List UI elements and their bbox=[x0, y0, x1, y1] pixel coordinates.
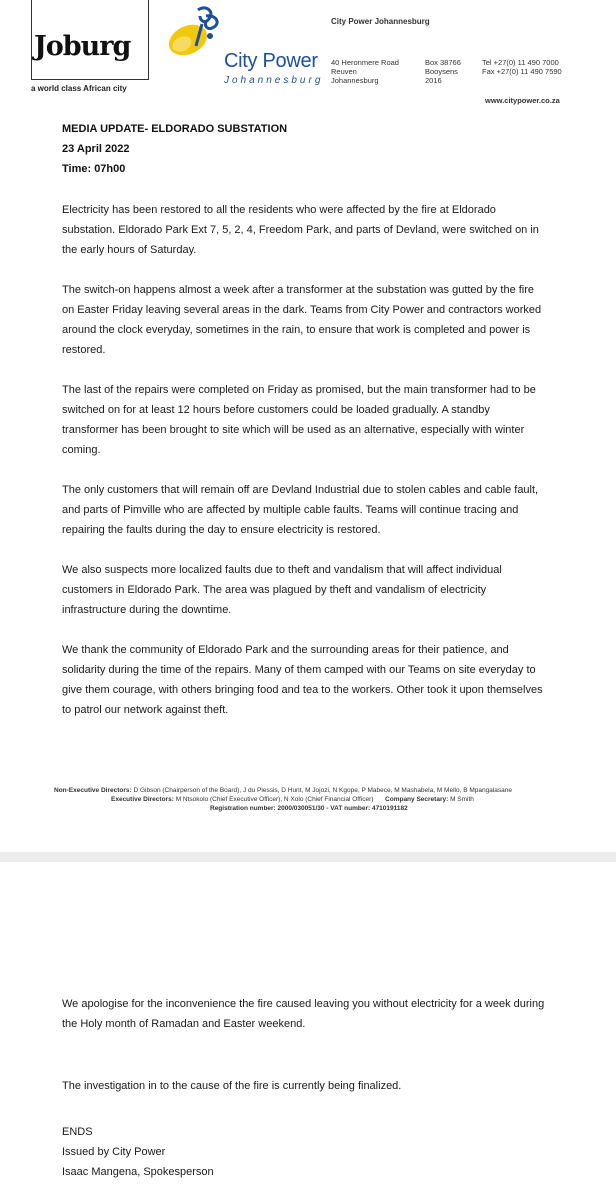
body-paragraph bbox=[62, 640, 582, 720]
paragraph-line: The switch-on happens almost a week after a transformer at the substation was gutted by the fire bbox=[62, 284, 535, 296]
paragraph-line: The last of the repairs were completed on Friday as promised, but the main transformer had to be bbox=[62, 384, 536, 396]
paragraph-line: to patrol our network against theft. bbox=[62, 704, 229, 716]
box-line: Box 38766 bbox=[425, 58, 461, 67]
org-name: City Power Johannesburg bbox=[331, 17, 430, 26]
secretary-name: M Smith bbox=[450, 796, 474, 803]
paragraph-line: customers in Eldorado Park. The area was plagued by theft and vandalism of electricity bbox=[62, 584, 487, 596]
page-separator bbox=[0, 852, 616, 862]
paragraph-line: the early hours of Saturday. bbox=[62, 244, 197, 256]
paragraph-line: give them courage, with others bringing food and tea to the workers. Other took it upon themselves bbox=[62, 684, 543, 696]
nonexec-directors-row bbox=[54, 786, 512, 795]
body-paragraph bbox=[62, 480, 582, 540]
joburg-logo: Joburg bbox=[34, 31, 131, 62]
box-line: Booysens bbox=[425, 67, 458, 76]
spokesperson: Isaac Mangena, Spokesperson bbox=[62, 1166, 214, 1178]
registration-info: Registration number: 2000/030051/30 - VAT number: 4710191182 bbox=[210, 805, 408, 812]
joburg-tagline: a world class African city bbox=[31, 84, 127, 93]
paragraph-line: and parts of Pimville who are affected by multiple cable faults. Teams will continue tracing and bbox=[62, 504, 519, 516]
address-line: Johannesburg bbox=[331, 76, 379, 85]
paragraph-line: transformer has been brought to site which will be used as an alternative, especially with winter bbox=[62, 424, 525, 436]
address-line: 40 Heronmere Road bbox=[331, 58, 399, 67]
nonexec-label: Non-Executive Directors: bbox=[54, 787, 132, 794]
address-line: Reuven bbox=[331, 67, 357, 76]
exec-directors-row bbox=[111, 795, 474, 804]
paragraph-line: repairing the faults during the day to ensure electricity is restored. bbox=[62, 524, 381, 536]
paragraph-line: The investigation in to the cause of the fire is currently being finalized. bbox=[62, 1080, 402, 1092]
paragraph-line: switched on for at least 12 hours before customers could be loaded gradually. A standby bbox=[62, 404, 490, 416]
fax-number: Fax +27(0) 11 490 7590 bbox=[482, 67, 562, 76]
brand-subtitle: Johannesburg bbox=[224, 75, 324, 86]
paragraph-line: substation. Eldorado Park Ext 7, 5, 2, 4, Freedom Park, and parts of Devland, were switched on in bbox=[62, 224, 539, 236]
paragraph-line: coming. bbox=[62, 444, 101, 456]
body-paragraph bbox=[62, 280, 582, 360]
paragraph-line: We thank the community of Eldorado Park and the surrounding areas for their patience, and bbox=[62, 644, 509, 656]
closing-paragraph bbox=[62, 1076, 582, 1096]
exec-names: M Ntsokolo (Chief Executive Officer), N Xolo (Chief Financial Officer) bbox=[175, 796, 374, 803]
release-time: Time: 07h00 bbox=[62, 163, 126, 175]
body-paragraph bbox=[62, 380, 582, 460]
nonexec-names: D Gibson (Chairperson of the Board), J du Plessis, D Hunt, M Jojozi, N Kgope, P Mabece, M Mashabela, M Mello, B Mpangalasane bbox=[133, 787, 512, 794]
document-page-2 bbox=[0, 864, 616, 1200]
page-title: MEDIA UPDATE- ELDORADO SUBSTATION bbox=[62, 123, 288, 135]
postal-address bbox=[425, 58, 461, 85]
title-block bbox=[62, 119, 287, 179]
city-power-butterfly-logo bbox=[166, 6, 226, 62]
release-date: 23 April 2022 bbox=[62, 143, 130, 155]
paragraph-line: the Holy month of Ramadan and Easter weekend. bbox=[62, 1018, 306, 1030]
paragraph-line: around the clock everyday, sometimes in the rain, to ensure that work is completed and power is bbox=[62, 324, 531, 336]
phone-number: Tel +27(0) 11 490 7000 bbox=[482, 58, 559, 67]
issued-by: Issued by City Power bbox=[62, 1146, 166, 1158]
ends-marker: ENDS bbox=[62, 1126, 93, 1138]
paragraph-line: The only customers that will remain off are Devland Industrial due to stolen cables and cable fault, bbox=[62, 484, 539, 496]
paragraph-line: solidarity during the time of the repairs. Many of them camped with our Teams on site everyday to bbox=[62, 664, 536, 676]
brand-name: City Power bbox=[224, 50, 318, 72]
paragraph-line: We apologise for the inconvenience the fire caused leaving you without electricity for a week during bbox=[62, 998, 545, 1010]
contact-numbers bbox=[482, 58, 562, 76]
paragraph-line: We also suspects more localized faults due to theft and vandalism that will affect individual bbox=[62, 564, 502, 576]
paragraph-line: infrastructure during the downtime. bbox=[62, 604, 232, 616]
exec-label: Executive Directors: bbox=[111, 796, 174, 803]
closing-paragraph bbox=[62, 994, 582, 1034]
street-address bbox=[331, 58, 399, 85]
body-paragraph bbox=[62, 200, 582, 260]
secretary-label: Company Secretary: bbox=[385, 796, 449, 803]
paragraph-line: restored. bbox=[62, 344, 106, 356]
paragraph-line: on Easter Friday leaving several areas in the dark. Teams from City Power and contractors worked bbox=[62, 304, 542, 316]
paragraph-line: Electricity has been restored to all the residents who were affected by the fire at Eldorado bbox=[62, 204, 496, 216]
website-link[interactable]: www.citypower.co.za bbox=[485, 96, 560, 105]
box-line: 2016 bbox=[425, 76, 442, 85]
body-paragraph bbox=[62, 560, 582, 620]
